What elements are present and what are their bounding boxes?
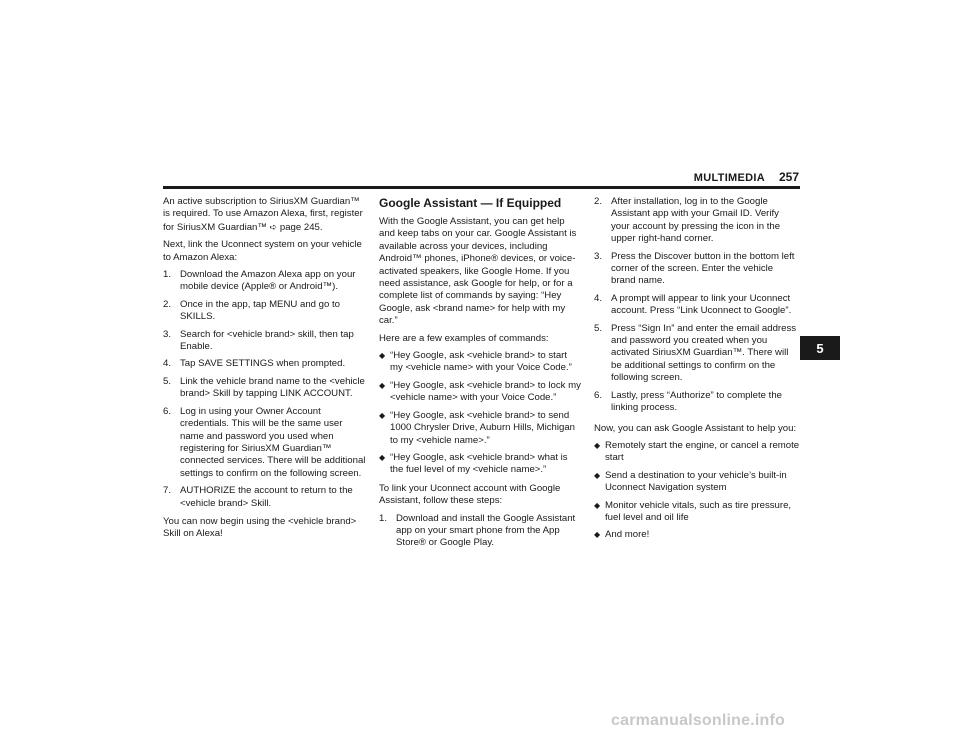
- list-item: ◆ “Hey Google, ask <vehicle brand> to lock my <vehicle name> with your Voice Code.”: [379, 379, 581, 404]
- bullet-icon: ◆: [379, 351, 386, 361]
- bullet-icon: ◆: [594, 440, 601, 450]
- list-item: 6. Lastly, press “Authorize” to complete the linking process.: [594, 389, 782, 414]
- alexa-steps: [163, 269, 369, 510]
- list-item: ◆ “Hey Google, ask <vehicle brand> to send 1000 Chrysler Drive, Auburn Hills, Michigan to my <vehicle name>.”: [379, 409, 576, 446]
- alexa-closing: You can now begin using the <vehicle brand> Skill on Alexa!: [163, 515, 357, 540]
- bullet-icon: ◆: [594, 530, 601, 540]
- list-item: 7. AUTHORIZE the account to return to the <vehicle brand> Skill.: [163, 485, 353, 509]
- google-link-intro: To link your Uconnect account with Google Assistant, follow these steps:: [379, 482, 561, 507]
- bullet-icon: ◆: [379, 380, 386, 390]
- list-item: 3. Press the Discover button in the bottom left corner of the screen. Enter the vehicle brand name.: [594, 250, 795, 287]
- watermark: carmanualsonline.info: [611, 712, 786, 729]
- google-steps-start: [379, 513, 582, 550]
- bullet-icon: ◆: [594, 500, 601, 510]
- list-item: 2. Once in the app, tap MENU and go to SKILLS.: [163, 298, 340, 323]
- header-rule: [163, 186, 800, 189]
- list-item: 5. Link the vehicle brand name to the <vehicle brand> Skill by tapping LINK ACCOUNT.: [163, 375, 365, 400]
- alexa-link-intro: Next, link the Uconnect system on your vehicle to Amazon Alexa:: [163, 239, 362, 263]
- list-item: 4. Tap SAVE SETTINGS when prompted.: [163, 358, 346, 370]
- column-google-continued: [594, 196, 800, 548]
- column-alexa: [163, 196, 369, 546]
- bullet-icon: ◆: [379, 452, 386, 462]
- list-item: 1. Download and install the Google Assistant app on your smart phone from the App Store® or Google Play.: [379, 512, 576, 549]
- list-item: 4. A prompt will appear to link your Uconnect account. Press “Link Uconnect to Google”.: [594, 292, 792, 317]
- chapter-tab: 5: [800, 336, 840, 360]
- list-item: ◆ “Hey Google, ask <vehicle brand> to start my <vehicle name> with your Voice Code.”: [379, 350, 572, 374]
- list-item: 5. Press “Sign In” and enter the email address and password you created when you activated SiriusXM Guardian™. There will be additional settings to confirm on the following screen.: [594, 322, 797, 384]
- examples-intro: Here are a few examples of commands:: [379, 332, 549, 344]
- list-item: ◆ Monitor vehicle vitals, such as tire pressure, fuel level and oil life: [594, 499, 792, 523]
- list-item: ◆ And more!: [594, 529, 650, 541]
- google-heading: Google Assistant — If Equipped: [379, 196, 562, 210]
- help-list: [594, 440, 800, 542]
- examples-list: [379, 350, 582, 477]
- list-item: 3. Search for <vehicle brand> skill, then tap Enable.: [163, 328, 354, 353]
- section-name: MULTIMEDIA: [693, 172, 765, 184]
- list-item: 1. Download the Amazon Alexa app on your mobile device (Apple® or Android™).: [163, 269, 356, 293]
- google-intro: With the Google Assistant, you can get help and keep tabs on your car. Google Assistant is available across your devices, including Android™ phones, iPhone® devices, or voice-activated speakers, like Google Home. If you need assistance, ask Google for help, or for a complete list of commands by saying: “Hey Google, ask <brand name> for help with my car.”: [379, 216, 577, 327]
- bullet-icon: ◆: [594, 470, 601, 480]
- alexa-intro: An active subscription to SiriusXM Guardian™ is required. To use Amazon Alexa, first, register for SiriusXM Guardian™ ➪ page 245.: [163, 196, 363, 233]
- help-intro: Now, you can ask Google Assistant to help you:: [594, 422, 797, 434]
- list-item: 6. Log in using your Owner Account credentials. This will be the same user name and password you used when registering for SiriusXM Guardian™ connected services. There will be additional settings to confirm on the following screen.: [163, 405, 366, 479]
- list-item: 2. After installation, log in to the Google Assistant app with your Gmail ID. Verify your account by pressing the icon in the upper right-hand corner.: [594, 196, 781, 245]
- list-item: ◆ Send a destination to your vehicle’s built-in Uconnect Navigation system: [594, 469, 787, 494]
- column-google: [379, 196, 582, 556]
- list-item: ◆ Remotely start the engine, or cancel a remote start: [594, 439, 800, 464]
- bullet-icon: ◆: [379, 410, 386, 420]
- list-item: ◆ “Hey Google, ask <vehicle brand> what is the fuel level of my <vehicle name>.”: [379, 451, 568, 476]
- page-ref-arrow-icon: ➪: [269, 221, 278, 232]
- page-number: 257: [779, 170, 800, 184]
- google-steps-continued: [594, 196, 800, 415]
